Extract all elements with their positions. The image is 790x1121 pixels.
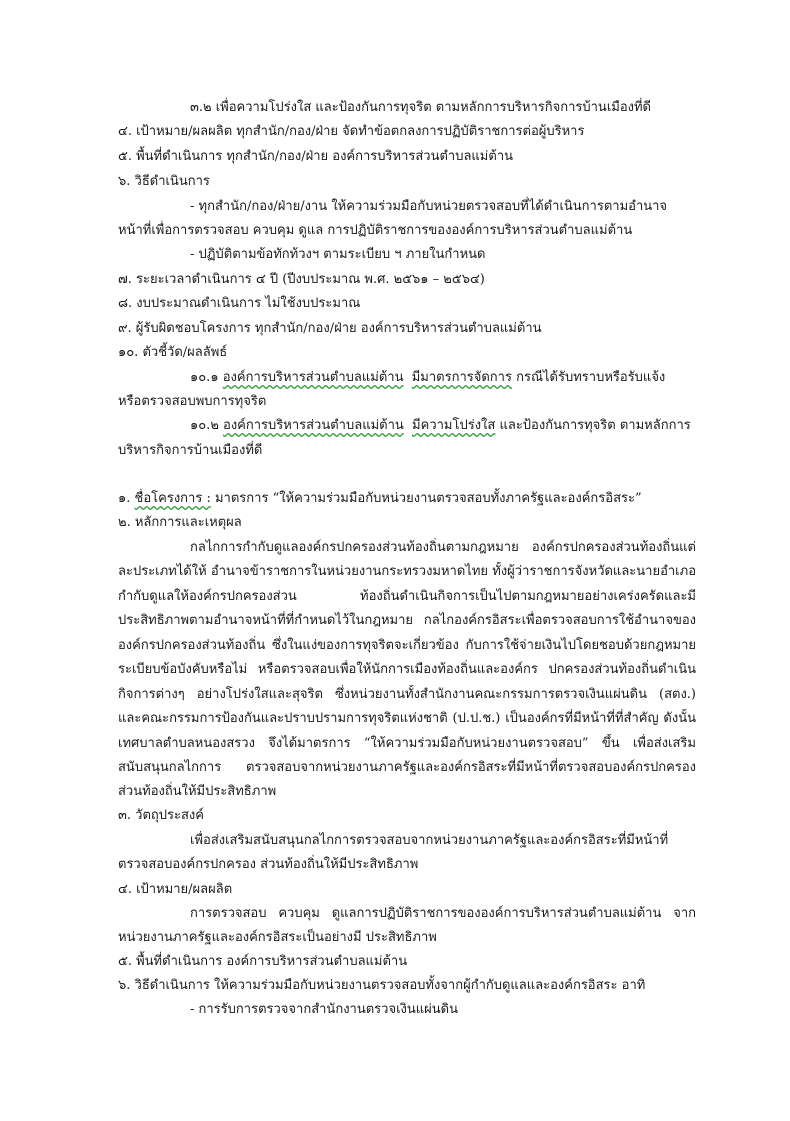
target-heading: ๔. เป้าหมาย/ผลผลิต [118,882,233,897]
principles-line-4: ประสิทธิภาพตามอำนาจหน้าที่ที่กำหนดไว้ในกฎหมาย กลไกองค์กรอิสระเพื่อตรวจสอบการใช้อำนาจของ [118,613,696,628]
target-line: ๔. เป้าหมาย/ผลผลิต ทุกสำนัก/กอง/ฝ่าย จัดทำข้อตกลงการปฏิบัติราชการต่อผู้บริหาร [118,124,585,139]
indicator-2-rest: และป้องกันการทุจริต ตามหลักการ [499,418,691,433]
method-item-2: - ปฏิบัติตามข้อทักท้วงฯ ตามระเบียบ ฯ ภายในกำหนด [190,247,486,262]
project-label: ชื่อโครงการ : [134,491,211,506]
principles-line-11: ส่วนท้องถิ่นให้มีประสิทธิภาพ [118,784,277,799]
objective-line-1: เพื่อส่งเสริมสนับสนุนกลไกการตรวจสอบจากหน่วยงานภาครัฐและองค์กรอิสระที่มีหน้าที่ [190,833,669,848]
target-line-2: หน่วยงานภาครัฐและองค์กรอิสระเป็นอย่างมี ประสิทธิภาพ [118,930,437,945]
principles-line-9: เทศบาลตำบลหนองสรวง จึงได้มาตรการ “ให้ความร่วมมือกับหน่วยงานตรวจสอบ” ขึ้น เพื่อส่งเสริม [118,736,696,751]
objective-3-2: ๓.๒ เพื่อความโปร่งใส และป้องกันการทุจริต ตามหลักการบริหารกิจการบ้านเมืองที่ดี [190,100,651,115]
method-line: ๖. วิธีดำเนินการ ให้ความร่วมมือกับหน่วยงานตรวจสอบทั้งจากผู้กำกับดูแลและองค์กรอิสระ อาทิ [118,978,646,993]
indicator-2-cont: บริหารกิจการบ้านเมืองที่ดี [118,443,263,458]
principles-line-10: สนับสนุนกลไกการ ตรวจสอบจากหน่วยงานภาครัฐและองค์กรอิสระที่มีหน้าที่ตรวจสอบองค์กรปกครอง [118,760,696,775]
principles-line-5: องค์กรปกครองส่วนท้องถิ่น ซึ่งในแง่ของการทุจริตจะเกี่ยวข้อง กับการใช้จ่ายเงินไปโดยชอบด้วยกฎหมาย [118,638,696,653]
target-line-1: การตรวจสอบ ควบคุม ดูแลการปฏิบัติราชการขององค์การบริหารส่วนตำบลแม่ต้าน จาก [190,906,696,921]
principles-line-3: กำกับดูแลให้องค์กรปกครองส่วน ท้องถิ่นดำเนินกิจการเป็นไปตามกฎหมายอย่างเคร่งครัดและมี [118,589,696,604]
principles-line-8: และคณะกรรมการป้องกันและปราบปรามการทุจริตแห่งชาติ (ป.ป.ช.) เป็นองค์กรที่มีหน้าที่ที่สำคัญ ดังนั้น [118,711,696,726]
indicator-1-rest: กรณีได้รับทราบหรือรับแจ้ง [516,370,666,385]
area-heading: ๕. พื้นที่ดำเนินการ องค์การบริหารส่วนตำบลแม่ต้าน [118,954,408,969]
indicator-1-measure: มีมาตรการจัดการ [411,370,512,385]
project-number: ๑. [118,491,131,506]
indicator-1-number: ๑๐.๑ [190,370,219,385]
duration-line: ๗. ระยะเวลาดำเนินการ ๔ ปี (ปีงบประมาณ พ.ศ. ๒๕๖๑ – ๒๕๖๔) [118,272,485,287]
indicator-2-number: ๑๐.๒ [190,418,219,433]
principles-heading: ๒. หลักการและเหตุผล [118,515,242,530]
project-name: มาตรการ “ให้ความร่วมมือกับหน่วยงานตรวจสอบทั้งภาครัฐและองค์กรอิสระ” [214,491,642,506]
method-item-1-cont: หน้าที่เพื่อการตรวจสอบ ควบคุม ดูแล การปฏิบัติราชการขององค์การบริหารส่วนตำบลแม่ต้าน [118,223,633,238]
method-heading: ๖. วิธีดำเนินการ [118,174,210,189]
principles-line-1: กลไกการกำกับดูแลองค์กรปกครองส่วนท้องถิ่นตามกฎหมาย องค์กรปกครองส่วนท้องถิ่นแต่ [190,540,696,555]
method-item: - การรับการตรวจจากสำนักงานตรวจเงินแผ่นดิน [190,1002,458,1017]
indicator-2-measure: มีความโปร่งใส [412,418,496,433]
objective-heading: ๓. วัตถุประสงค์ [118,808,204,823]
principles-line-7: กิจการต่างๆ อย่างโปร่งใสและสุจริต ซึ่งหน่วยงานทั้งสำนักงานคณะกรรมการตรวจเงินแผ่นดิน (สตง.) [118,687,696,702]
indicator-1 [190,368,665,388]
indicator-2-org: องค์การบริหารส่วนตำบลแม่ต้าน [223,418,404,433]
area-line: ๕. พื้นที่ดำเนินการ ทุกสำนัก/กอง/ฝ่าย องค์การบริหารส่วนตำบลแม่ต้าน [118,149,514,164]
objective-line-2: ตรวจสอบองค์กรปกครอง ส่วนท้องถิ่นให้มีประสิทธิภาพ [118,857,419,872]
indicator-2 [190,416,691,436]
project-title [118,489,642,509]
responsible-line: ๙. ผู้รับผิดชอบโครงการ ทุกสำนัก/กอง/ฝ่าย องค์การบริหารส่วนตำบลแม่ต้าน [118,321,542,336]
principles-line-6: ระเบียบข้อบังคับหรือไม่ หรือตรวจสอบเพื่อให้นักการเมืองท้องถิ่นและองค์กร ปกครองส่วนท้องถิ่นดำเนิน [118,662,696,677]
indicator-1-cont: หรือตรวจสอบพบการทุจริต [118,394,267,409]
principles-line-2: ละประเภทได้ให้ อำนาจข้าราชการในหน่วยงานกระทรวงมหาดไทย ทั้งผู้ว่าราชการจังหวัดและนายอำเภอ [118,564,696,579]
indicator-1-org: องค์การบริหารส่วนตำบลแม่ต้าน [222,370,404,385]
indicator-heading: ๑๐. ตัวชี้วัด/ผลลัพธ์ [118,345,228,360]
method-item-1: - ทุกสำนัก/กอง/ฝ่าย/งาน ให้ความร่วมมือกับหน่วยตรวจสอบที่ได้ดำเนินการตามอำนาจ [190,199,668,214]
budget-line: ๘. งบประมาณดำเนินการ ไม่ใช้งบประมาณ [118,296,361,311]
